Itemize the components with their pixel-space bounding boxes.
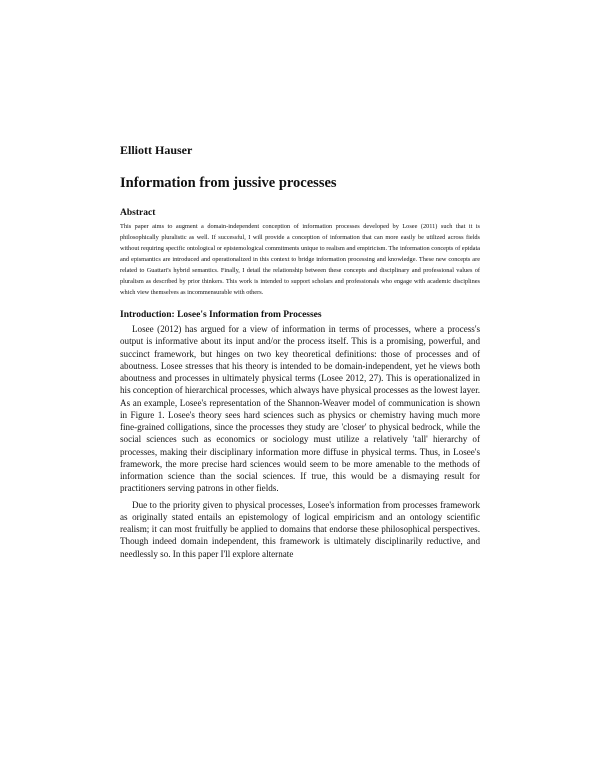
- abstract-heading: Abstract: [120, 208, 156, 218]
- section-heading: Introduction: Losee's Information from Processes: [120, 310, 322, 320]
- page-content: [120, 143, 480, 560]
- abstract-text: This paper aims to augment a domain-independent conception of information processes developed by Losee (2011) such that it is philosophically pluralistic as well. If successful, I will provide a conception of information that can more easily be utilized across fields without requiring specific ontological or epistemological commitments unique to realism and empiricism. The information concepts of epidata and epismantics are introduced and operationalized in this context to bridge information processing and knowledge. These new concepts are related to Guattari's hybrid semantics. Finally, I detail the relationship between these concepts and disciplinary and professional values of pluralism as described by prior thinkers. This work is intended to support scholars and professionals who engage with academic disciplines which view themselves as incommensurable with others.: [120, 223, 480, 296]
- body-paragraph-2: Due to the priority given to physical processes, Losee's information from processes framework as originally stated entails an epistemology of logical empiricism and an ontology scientific realism; it can most fruitfully be applied to domains that endorse these philosophical perspectives. Though indeed domain independent, this framework is ultimately disciplinarily reductive, and needlessly so. In this paper I'll explore alternate: [120, 499, 480, 559]
- paper-title: Information from jussive processes: [120, 175, 337, 191]
- author-name: Elliott Hauser: [120, 143, 193, 157]
- body-paragraph-1: Losee (2012) has argued for a view of information in terms of processes, where a process's output is informative about its input and/or the process itself. This is a promising, powerful, and succinct framework, but hinges on two key theoretical definitions: those of processes and of aboutness. Losee stresses that his theory is intended to be domain-independent, yet he views both aboutness and processes in ultimately physical terms (Losee 2012, 27). This is operationalized in his conception of hierarchical processes, which always have physical processes as the lowest layer. As an example, Losee's representation of the Shannon-Weaver model of communication is shown in Figure 1. Losee's theory sees hard sciences such as physics or chemistry having much more fine-grained colligations, since the processes they study are 'closer' to physical bedrock, while the social sciences such as economics or sociology must utilize a relatively 'tall' hierarchy of processes, making their disciplinary information more diffuse in physical terms. Thus, in Losee's framework, the more precise hard sciences would seem to be more amenable to the methods of information science than the social sciences. If true, this would be a dismaying result for practitioners serving patrons in other fields.: [120, 324, 480, 494]
